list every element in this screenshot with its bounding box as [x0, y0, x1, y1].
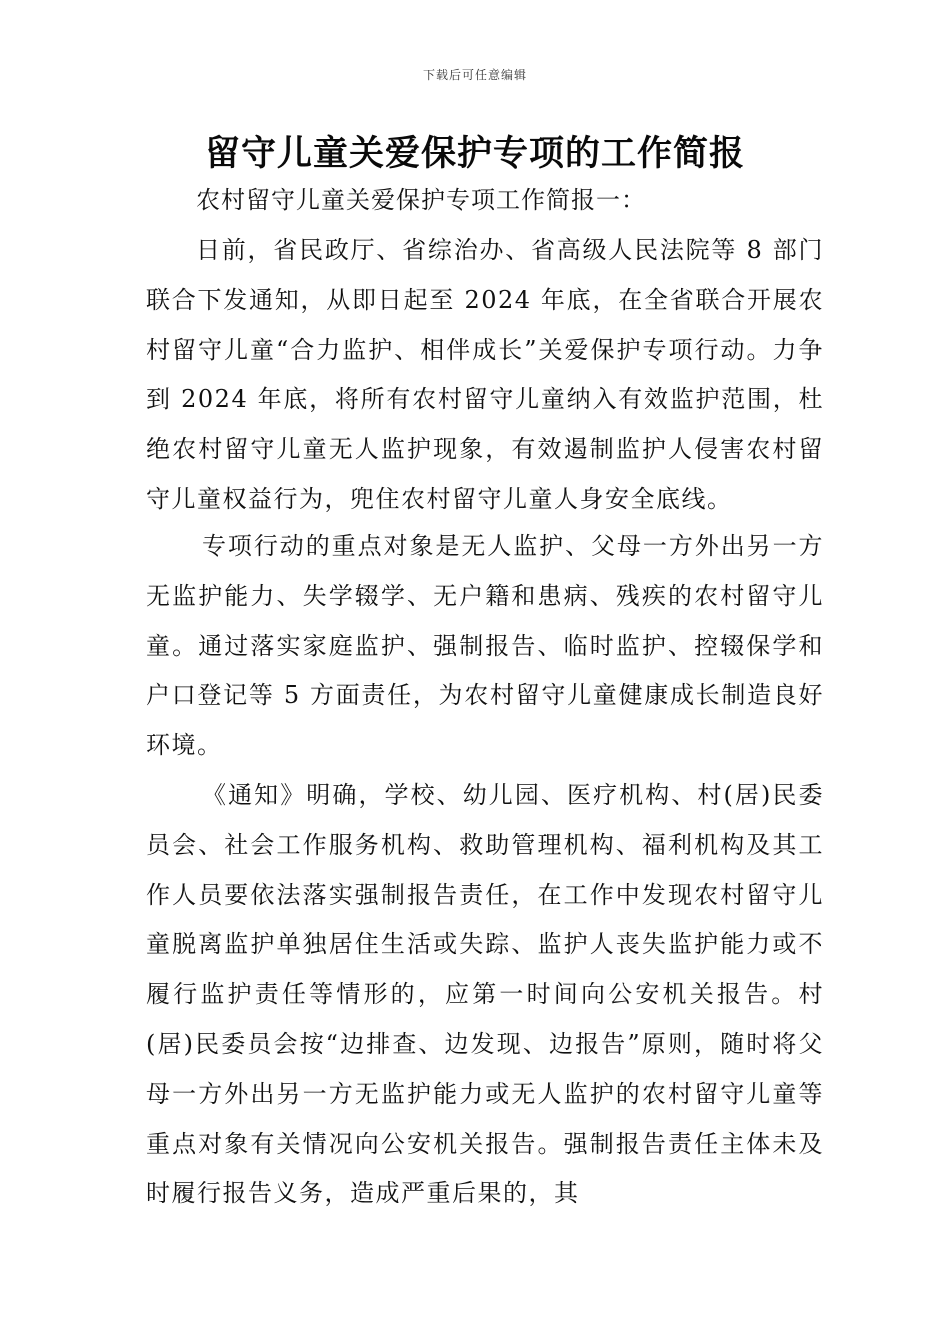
- document-subtitle: 农村留守儿童关爱保护专项工作简报一：: [196, 186, 646, 214]
- paragraph-2: 专项行动的重点对象是无人监护、父母一方外出另一方无监护能力、失学辍学、无户籍和患病、残疾的农村留守儿童。通过落实家庭监护、强制报告、临时监护、控辍保学和户口登记等 5 方面责任，为农村留守儿童健康成长制造良好环境。: [146, 532, 824, 760]
- page-title: 留守儿童关爱保护专项的工作简报: [204, 134, 745, 174]
- paragraph-3: 《通知》明确，学校、幼儿园、医疗机构、村(居)民委员会、社会工作服务机构、救助管理机构、福利机构及其工作人员要依法落实强制报告责任，在工作中发现农村留守儿童脱离监护单独居住生活或失踪、监护人丧失监护能力或不履行监护责任等情形的，应第一时间向公安机关报告。村(居)民委员会按“边排查、边发现、边报告”原则，随时将父母一方外出另一方无监护能力或无人监护的农村留守儿童等重点对象有关情况向公安机关报告。强制报告责任主体未及时履行报告义务，造成严重后果的，其: [146, 781, 824, 1208]
- header-note: 下载后可任意编辑: [422, 68, 527, 82]
- paragraph-1: 日前，省民政厅、省综治办、省高级人民法院等 8 部门联合下发通知，从即日起至 2024 年底，在全省联合开展农村留守儿童“合力监护、相伴成长”关爱保护专项行动。力争到 2024 年底，将所有农村留守儿童纳入有效监护范围，杜绝农村留守儿童无人监护现象，有效遏制监护人侵害农村留守儿童权益行为，兜住农村留守儿童人身安全底线。: [146, 236, 824, 513]
